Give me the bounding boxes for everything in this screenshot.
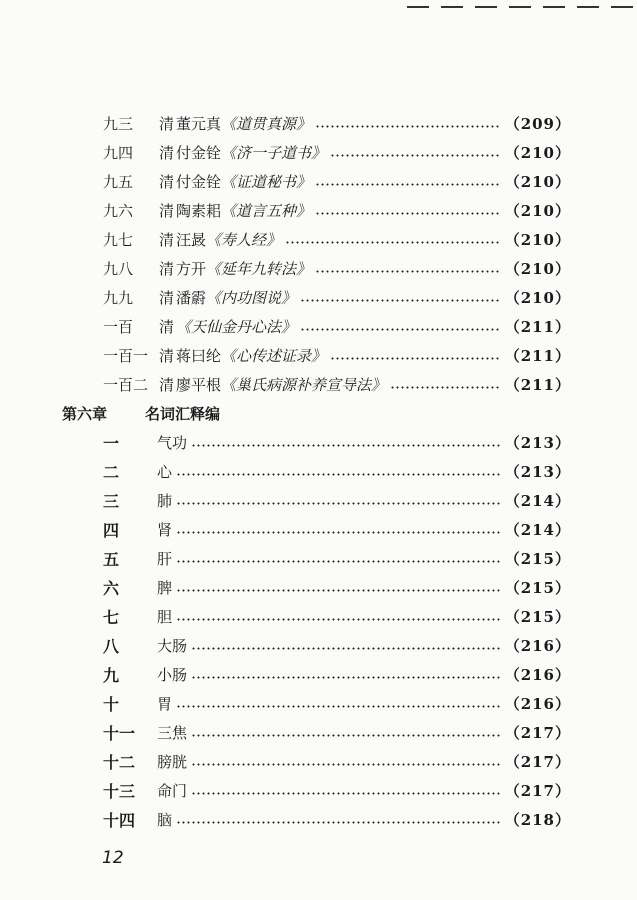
glossary-number: 十一 [103, 723, 136, 743]
glossary-entry[interactable] [103, 546, 571, 570]
glossary-entry[interactable] [103, 662, 571, 686]
entry-title: 《内功图说》 [206, 288, 297, 307]
entry-number: 九八 [103, 259, 134, 278]
glossary-entry[interactable] [103, 720, 571, 744]
entry-page: （210） [504, 259, 571, 278]
entry-title: 《济一子道书》 [221, 143, 327, 162]
entry-page: （210） [504, 143, 571, 162]
entry-page: （211） [504, 317, 571, 336]
glossary-number: 四 [103, 520, 120, 540]
entry-page: （210） [504, 201, 571, 220]
glossary-page: （218） [504, 810, 571, 829]
entry-author: 潘霨 [176, 288, 207, 307]
entry-dynasty: 清 [159, 114, 175, 133]
entry-number: 九七 [103, 230, 134, 249]
leader-dots [300, 328, 501, 331]
glossary-page: （216） [504, 694, 571, 713]
glossary-number: 十三 [103, 781, 136, 801]
glossary-entry[interactable] [103, 749, 571, 773]
entry-dynasty: 清 [159, 230, 175, 249]
toc-entry-96[interactable] [103, 198, 571, 222]
entry-author: 方开 [176, 259, 207, 278]
entry-number: 一百一 [103, 346, 149, 365]
entry-number: 九四 [103, 143, 134, 162]
glossary-entry[interactable] [103, 604, 571, 628]
glossary-entry[interactable] [103, 517, 571, 541]
leader-dots [330, 154, 501, 157]
glossary-term: 三焦 [157, 723, 188, 742]
glossary-term: 小肠 [157, 665, 188, 684]
chapter-label: 第六章 [62, 405, 108, 423]
glossary-number: 六 [103, 578, 120, 598]
glossary-number: 九 [103, 665, 120, 685]
glossary-number: 三 [103, 491, 120, 511]
entry-number: 一百 [103, 317, 134, 336]
leader-dots [191, 444, 501, 447]
entry-title: 《心传述证录》 [221, 346, 327, 365]
leader-dots [176, 502, 501, 505]
entry-author: 汪晸 [176, 230, 207, 249]
leader-dots [191, 734, 501, 737]
leader-dots [300, 299, 501, 302]
leader-dots [315, 183, 501, 186]
glossary-term: 大肠 [157, 636, 188, 655]
leader-dots [191, 676, 501, 679]
entry-dynasty: 清 [159, 143, 175, 162]
toc-entry-94[interactable] [103, 140, 571, 164]
leader-dots [191, 792, 501, 795]
glossary-term: 膀胱 [157, 752, 188, 771]
entry-number: 九六 [103, 201, 134, 220]
toc-entry-95[interactable] [103, 169, 571, 193]
entry-page: （211） [504, 375, 571, 394]
toc-entry-102[interactable] [103, 372, 571, 396]
leader-dots [191, 647, 501, 650]
entry-dynasty: 清 [159, 288, 175, 307]
glossary-page: （213） [504, 462, 571, 481]
glossary-entry[interactable] [103, 488, 571, 512]
leader-dots [330, 357, 501, 360]
entry-author: 陶素耜 [176, 201, 222, 220]
glossary-term: 心 [157, 462, 173, 481]
toc-entry-98[interactable] [103, 256, 571, 280]
page-number: 12 [102, 848, 124, 868]
glossary-entry[interactable] [103, 778, 571, 802]
entry-author: 董元真 [176, 114, 222, 133]
leader-dots [315, 125, 501, 128]
leader-dots [315, 270, 501, 273]
leader-dots [176, 473, 501, 476]
glossary-page: （217） [504, 723, 571, 742]
entry-page: （209） [504, 114, 571, 133]
entry-page: （210） [504, 230, 571, 249]
glossary-number: 十四 [103, 810, 136, 830]
toc-entry-100[interactable] [103, 314, 571, 338]
leader-dots [176, 589, 501, 592]
glossary-page: （216） [504, 665, 571, 684]
leader-dots [176, 531, 501, 534]
entry-number: 九三 [103, 114, 134, 133]
entry-title: 《寿人经》 [206, 230, 282, 249]
toc-entry-99[interactable] [103, 285, 571, 309]
glossary-number: 一 [103, 433, 120, 453]
glossary-number: 十 [103, 694, 120, 714]
glossary-entry[interactable] [103, 807, 571, 831]
glossary-term: 胆 [157, 607, 173, 626]
entry-title: 《延年九转法》 [206, 259, 312, 278]
entry-number: 九九 [103, 288, 134, 307]
leader-dots [191, 763, 501, 766]
leader-dots [285, 241, 501, 244]
glossary-entry[interactable] [103, 430, 571, 454]
glossary-number: 五 [103, 549, 120, 569]
glossary-page: （215） [504, 549, 571, 568]
glossary-term: 肝 [157, 549, 173, 568]
entry-number: 九五 [103, 172, 134, 191]
entry-dynasty: 清 [159, 346, 175, 365]
glossary-entry[interactable] [103, 691, 571, 715]
entry-page: （210） [504, 288, 571, 307]
leader-dots [176, 821, 501, 824]
glossary-page: （215） [504, 578, 571, 597]
leader-dots [315, 212, 501, 215]
entry-dynasty: 清 [159, 201, 175, 220]
glossary-page: （217） [504, 752, 571, 771]
leader-dots [176, 560, 501, 563]
glossary-entry[interactable] [103, 575, 571, 599]
entry-title: 《巢氏病源补养宣导法》 [221, 375, 387, 394]
glossary-term: 胃 [157, 694, 173, 713]
glossary-term: 命门 [157, 781, 188, 800]
glossary-page: （213） [504, 433, 571, 452]
header-rule [407, 6, 633, 8]
entry-title: 《道言五种》 [221, 201, 312, 220]
glossary-page: （214） [504, 491, 571, 510]
toc-entry-93[interactable] [103, 111, 571, 135]
glossary-term: 脑 [157, 810, 173, 829]
entry-author: 付金铨 [176, 172, 222, 191]
entry-page: （211） [504, 346, 571, 365]
glossary-page: （214） [504, 520, 571, 539]
entry-title: 《证道秘书》 [221, 172, 312, 191]
glossary-page: （215） [504, 607, 571, 626]
glossary-term: 肾 [157, 520, 173, 539]
glossary-term: 肺 [157, 491, 173, 510]
glossary-term: 脾 [157, 578, 173, 597]
entry-author: 付金铨 [176, 143, 222, 162]
glossary-term: 气功 [157, 433, 188, 452]
glossary-number: 七 [103, 607, 120, 627]
toc-entry-101[interactable] [103, 343, 571, 367]
leader-dots [390, 386, 501, 389]
glossary-page: （216） [504, 636, 571, 655]
leader-dots [176, 618, 501, 621]
entry-author: 蒋曰纶 [176, 346, 222, 365]
entry-title: 《天仙金丹心法》 [176, 317, 297, 336]
entry-dynasty: 清 [159, 317, 175, 336]
chapter-heading[interactable] [62, 403, 220, 424]
entry-title: 《道贯真源》 [221, 114, 312, 133]
glossary-number: 二 [103, 462, 120, 482]
entry-dynasty: 清 [159, 375, 175, 394]
glossary-number: 十二 [103, 752, 136, 772]
entry-number: 一百二 [103, 375, 149, 394]
glossary-number: 八 [103, 636, 120, 656]
glossary-entry[interactable] [103, 633, 571, 657]
entry-dynasty: 清 [159, 172, 175, 191]
glossary-page: （217） [504, 781, 571, 800]
glossary-entry[interactable] [103, 459, 571, 483]
toc-entry-97[interactable] [103, 227, 571, 251]
leader-dots [176, 705, 501, 708]
chapter-title: 名词汇释编 [145, 405, 221, 423]
entry-page: （210） [504, 172, 571, 191]
entry-dynasty: 清 [159, 259, 175, 278]
entry-author: 廖平根 [176, 375, 222, 394]
